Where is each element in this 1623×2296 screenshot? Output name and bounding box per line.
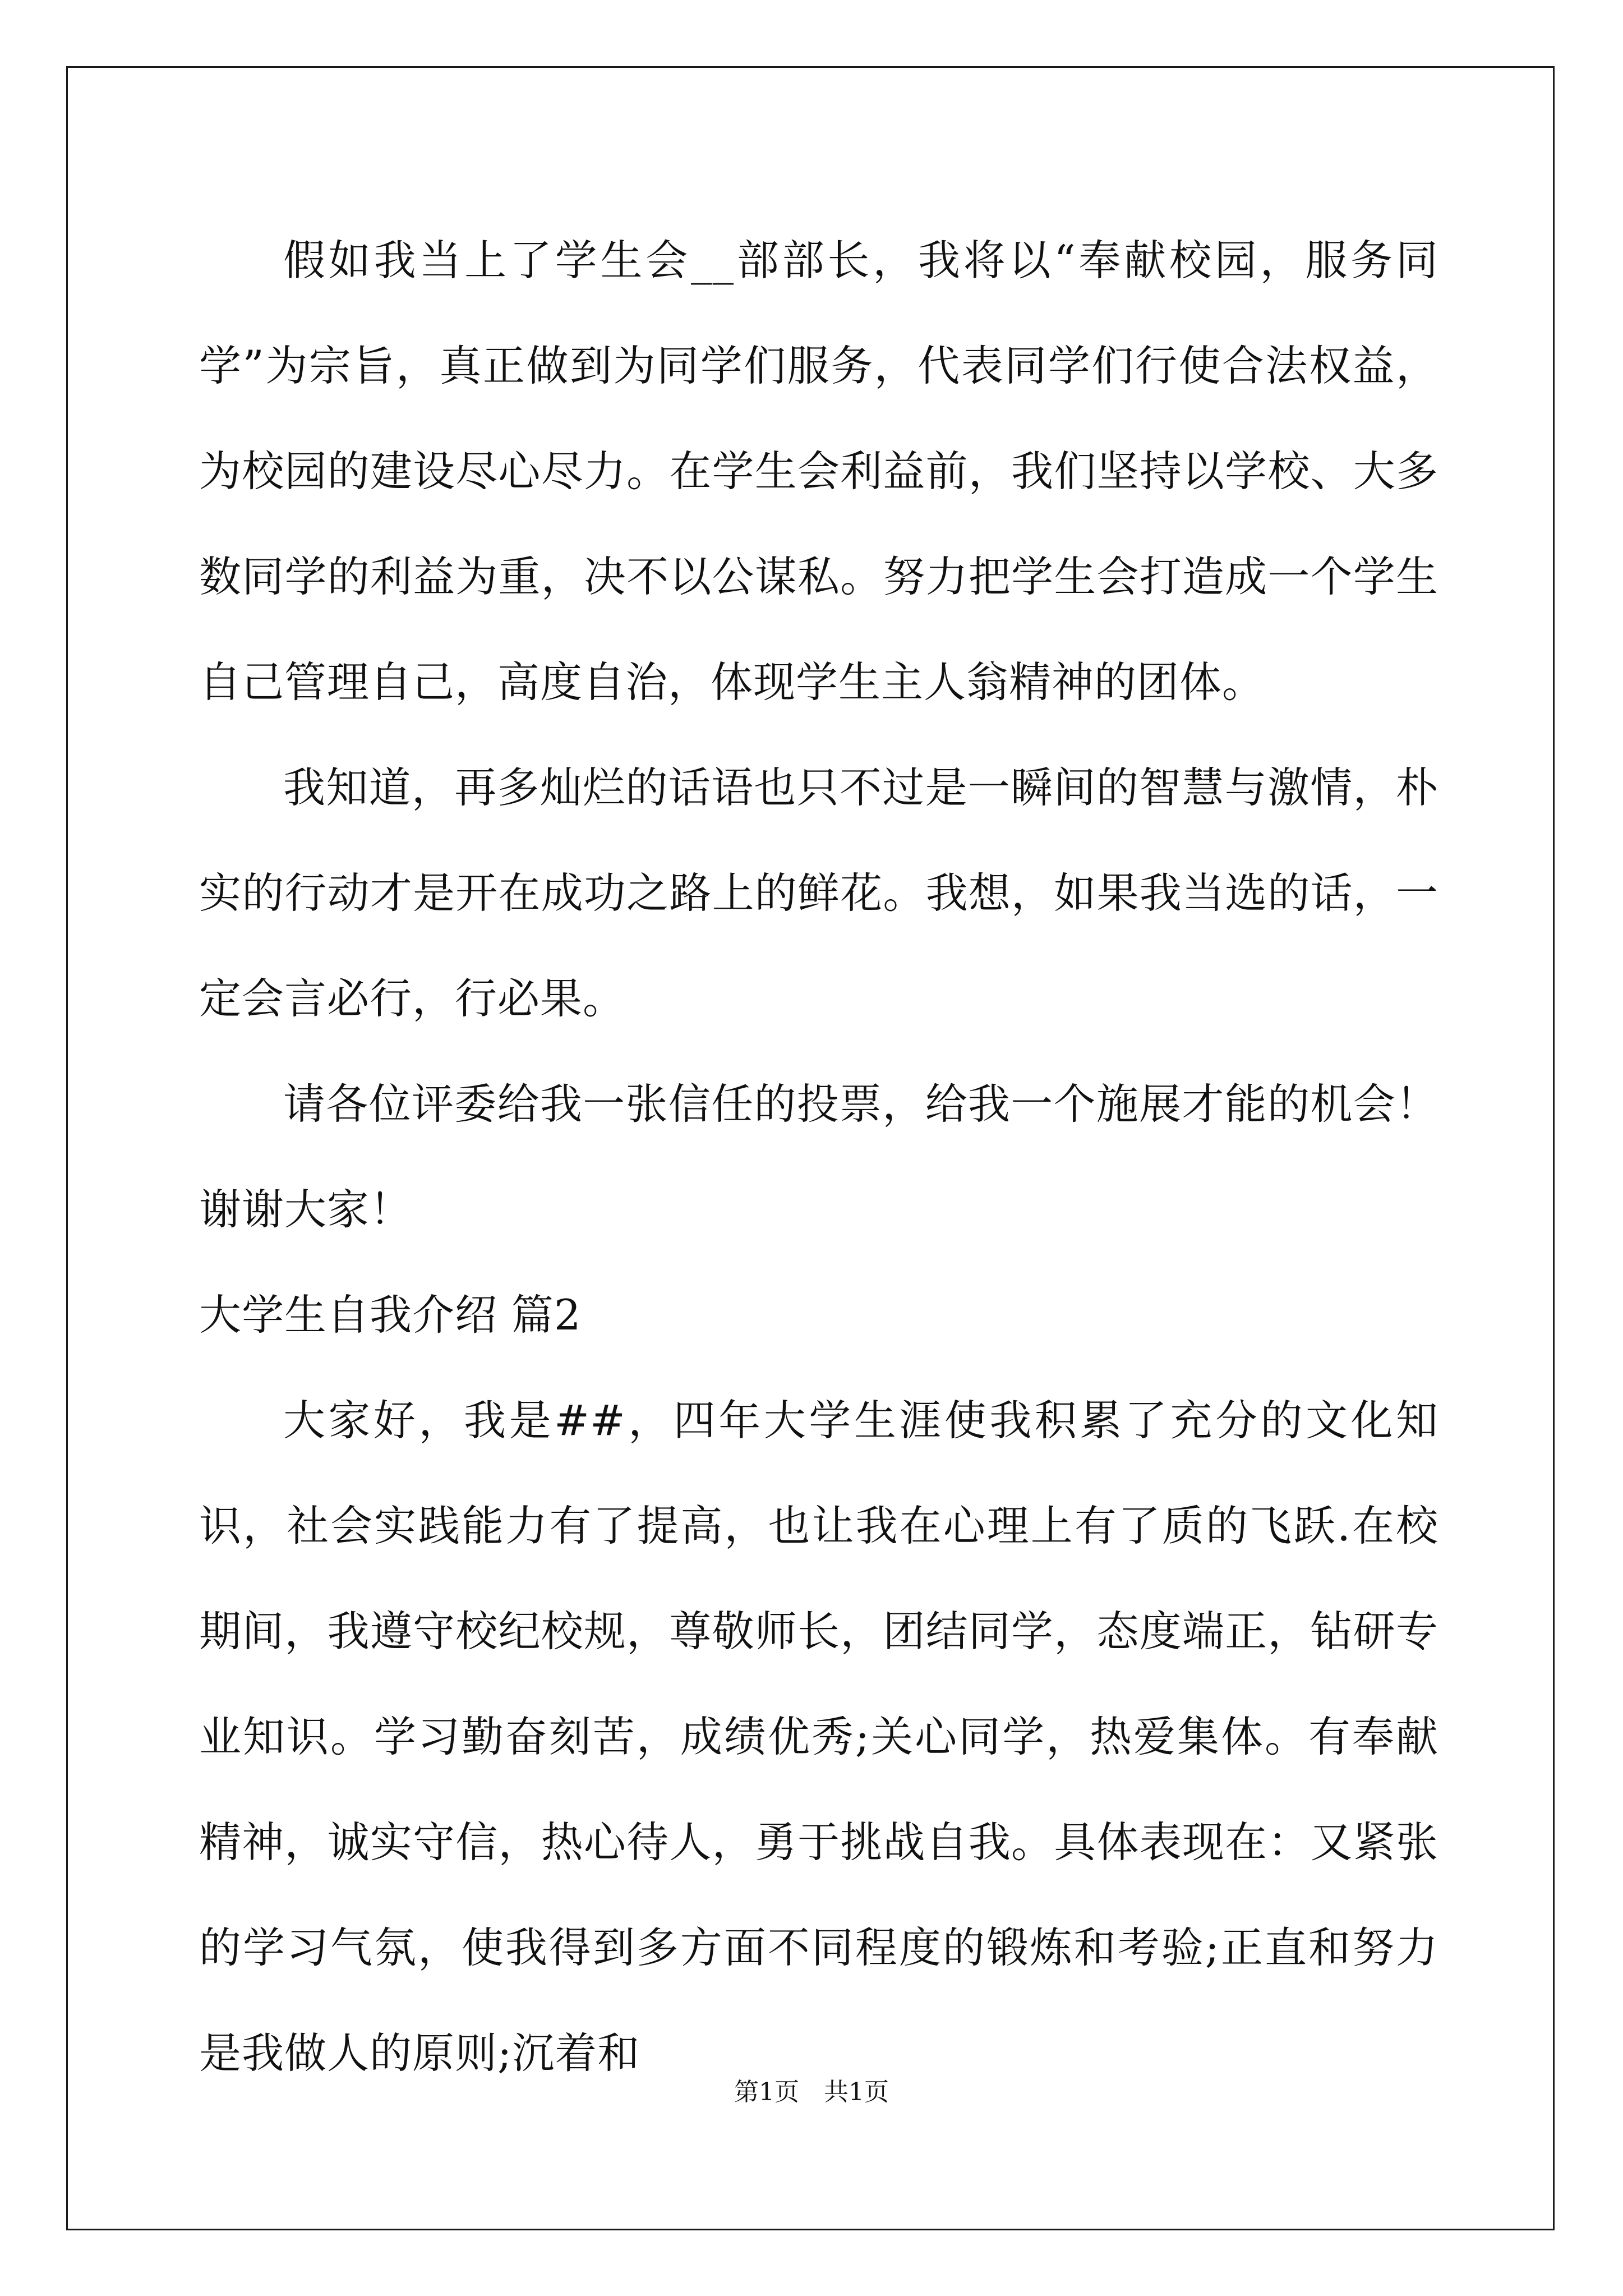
- paragraph-1: 假如我当上了学生会__部部长，我将以“奉献校园，服务同学”为宗旨，真正做到为同学们服务，代表同学们行使合法权益，为校园的建设尽心尽力。在学生会利益前，我们坚持以学校、大多数同学的利益为重，决不以公谋私。努力把学生会打造成一个学生自己管理自己，高度自治，体现学生主人翁精神的团体。: [199, 236, 1438, 707]
- section-paragraph-1: 大家好，我是##，四年大学生涯使我积累了充分的文化知识，社会实践能力有了提高，也让我在心理上有了质的飞跃.在校期间，我遵守校纪校规，尊敬师长，团结同学，态度端正，钻研专业知识。学习勤奋刻苦，成绩优秀;关心同学，热爱集体。有奉献精神，诚实守信，热心待人，勇于挑战自我。具体表现在：又紧张的学习气氛，使我得到多方面不同程度的锻炼和考验;正直和努力是我做人的原则;沉着和: [199, 1396, 1438, 2078]
- document-body: [199, 208, 1438, 2106]
- paragraph-3: 请各位评委给我一张信任的投票，给我一个施展才能的机会！谢谢大家！: [199, 1079, 1438, 1234]
- section-heading: 大学生自我介绍 篇2: [199, 1290, 582, 1340]
- paragraph-2: 我知道，再多灿烂的话语也只不过是一瞬间的智慧与激情，朴实的行动才是开在成功之路上的鲜花。我想，如果我当选的话，一定会言必行，行必果。: [199, 763, 1438, 1023]
- page-footer: 第1页 共1页: [734, 2078, 889, 2106]
